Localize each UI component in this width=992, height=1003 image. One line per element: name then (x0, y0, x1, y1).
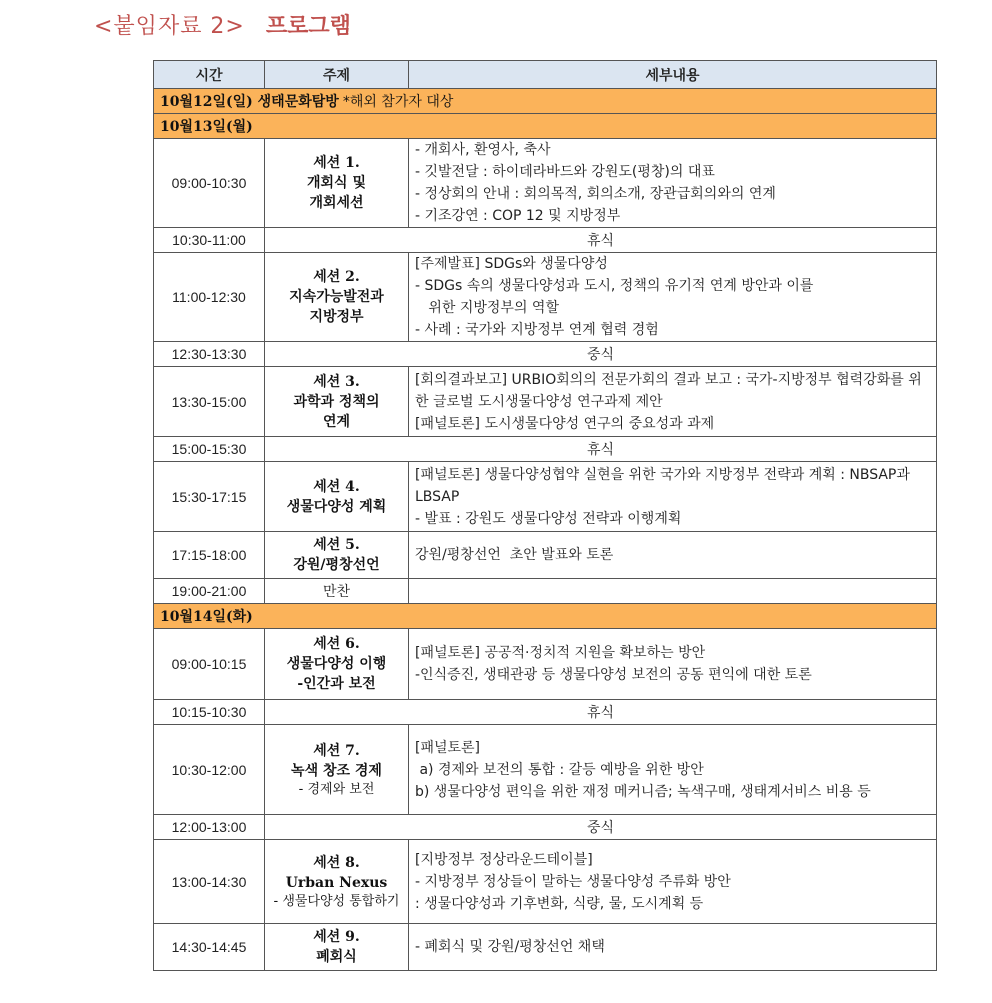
header-time: 시간 (154, 61, 265, 89)
table-row (154, 139, 937, 228)
detail-line: - 깃발전달 : 하이데라바드와 강원도(평창)의 대표 (415, 164, 715, 180)
dinner-cell: 만찬 (265, 579, 409, 604)
detail-line: b) 생물다양성 편익을 위한 재정 메커니즘; 녹색구매, 생태계서비스 비용 등 (415, 783, 871, 800)
detail-cell (409, 532, 937, 579)
detail-cell (409, 840, 937, 924)
program-table (153, 60, 937, 971)
detail-cell (409, 924, 937, 971)
header-detail: 세부내용 (409, 61, 937, 89)
detail-line: - 정상회의 안내 : 회의목적, 회의소개, 장관급회의와의 연계 (415, 186, 776, 202)
time-cell: 12:00-13:00 (154, 815, 265, 840)
header-row (154, 61, 937, 89)
detail-line: - 개회사, 환영사, 축사 (415, 142, 551, 158)
time-cell: 09:00-10:15 (154, 629, 265, 700)
topic-subtitle: - 생물다양성 통합하기 (273, 894, 400, 909)
topic-line: 생물다양성 계획 (286, 498, 387, 515)
topic-line: 개회세션 (309, 195, 364, 211)
detail-line: - 지방정부 정상들이 말하는 생물다양성 주류화 방안 (415, 873, 731, 890)
time-cell: 14:30-14:45 (154, 924, 265, 971)
table-row (154, 342, 937, 367)
topic-line: 세션 8. (313, 855, 360, 871)
time-cell: 13:00-14:30 (154, 840, 265, 924)
break-cell: 휴식 (265, 437, 937, 462)
detail-line: [패널토론] (415, 739, 481, 756)
topic-line: 세션 4. (313, 478, 360, 495)
day-label: 10월13일(월) (160, 119, 253, 135)
table-row (154, 700, 937, 725)
day-label: 10월12일(일) 생태문화탐방 (160, 94, 339, 110)
topic-line: 생물다양성 이행 (286, 656, 387, 672)
day-row (154, 114, 937, 139)
detail-cell (409, 367, 937, 437)
topic-line: Urban Nexus (285, 875, 388, 891)
detail-line: - 폐회식 및 강원/평창선언 채택 (415, 939, 605, 955)
break-cell: 휴식 (265, 700, 937, 725)
break-cell: 중식 (265, 815, 937, 840)
table-row (154, 629, 937, 700)
table-row (154, 815, 937, 840)
table-row (154, 228, 937, 253)
day-label: 10월14일(화) (160, 609, 253, 625)
detail-line: -인식증진, 생태관광 등 생물다양성 보전의 공동 편익에 대한 토론 (415, 667, 812, 683)
topic-line: 세션 7. (313, 743, 360, 759)
topic-line: 녹색 창조 경제 (291, 763, 382, 779)
time-cell: 10:30-12:00 (154, 725, 265, 815)
detail-line: - 발표 : 강원도 생물다양성 전략과 이행계획 (415, 510, 682, 527)
detail-cell (409, 629, 937, 700)
topic-cell (265, 253, 409, 342)
page-heading (94, 12, 351, 42)
day-note: *해외 참가자 대상 (342, 94, 454, 110)
topic-line: 지속가능발전과 (289, 289, 384, 305)
day-row (154, 604, 937, 629)
topic-cell (265, 629, 409, 700)
table-row (154, 367, 937, 437)
time-cell: 13:30-15:00 (154, 367, 265, 437)
topic-cell (265, 532, 409, 579)
topic-line: 세션 1. (313, 155, 360, 171)
break-cell: 중식 (265, 342, 937, 367)
topic-subtitle: - 경제와 보전 (298, 782, 375, 797)
detail-line: [패널토론] 도시생물다양성 연구의 중요성과 과제 (415, 415, 715, 432)
detail-cell (409, 139, 937, 228)
topic-line: 세션 3. (313, 373, 360, 390)
time-cell: 10:15-10:30 (154, 700, 265, 725)
topic-cell (265, 139, 409, 228)
topic-line: 세션 9. (313, 929, 360, 945)
topic-line: 강원/평창선언 (293, 557, 380, 573)
topic-line: 지방정부 (309, 309, 364, 325)
time-cell: 12:30-13:30 (154, 342, 265, 367)
topic-line: 폐회식 (316, 949, 357, 965)
topic-cell (265, 924, 409, 971)
table-row (154, 725, 937, 815)
table-row (154, 462, 937, 532)
topic-line: -인간과 보전 (297, 676, 376, 692)
day-row (154, 89, 937, 114)
header-topic: 주제 (265, 61, 409, 89)
detail-line: [패널토론] 생물다양성협약 실현을 위한 국가와 지방정부 전략과 계획 : NBSAP과 LBSAP (415, 466, 910, 505)
topic-cell (265, 367, 409, 437)
detail-line: 위한 지방정부의 역할 (415, 300, 559, 316)
detail-line: a) 경제와 보전의 통합 : 갈등 예방을 위한 방안 (415, 761, 704, 778)
time-cell: 15:00-15:30 (154, 437, 265, 462)
topic-cell (265, 462, 409, 532)
topic-line: 연계 (322, 413, 351, 430)
break-cell: 휴식 (265, 228, 937, 253)
detail-line: [패널토론] 공공적·정치적 지원을 확보하는 방안 (415, 645, 706, 661)
topic-line: 세션 5. (313, 537, 360, 553)
time-cell: 11:00-12:30 (154, 253, 265, 342)
time-cell: 15:30-17:15 (154, 462, 265, 532)
time-cell: 17:15-18:00 (154, 532, 265, 579)
detail-line: - 기조강연 : COP 12 및 지방정부 (415, 208, 621, 224)
table-row (154, 924, 937, 971)
heading-prefix: <붙임자료 2> (94, 14, 245, 39)
day-cell (154, 114, 937, 139)
detail-line: - 사례 : 국가와 지방정부 연계 협력 경험 (415, 322, 659, 338)
topic-cell (265, 725, 409, 815)
topic-line: 과학과 정책의 (293, 393, 380, 410)
heading-title: 프로그램 (265, 14, 351, 39)
detail-cell (409, 462, 937, 532)
detail-line: 강원/평창선언 초안 발표와 토론 (415, 547, 614, 563)
detail-line: : 생물다양성과 기후변화, 식량, 물, 도시계획 등 (415, 895, 704, 912)
detail-line: [지방정부 정상라운드테이블] (415, 851, 593, 868)
topic-line: 개회식 및 (307, 175, 366, 191)
topic-cell (265, 840, 409, 924)
detail-line: [회의결과보고] URBIO회의의 전문가회의 결과 보고 : 국가-지방정부 협력강화를 위한 글로벌 도시생물다양성 연구과제 제안 (415, 371, 922, 410)
table-row (154, 840, 937, 924)
table-row (154, 579, 937, 604)
topic-line: 세션 2. (313, 269, 360, 285)
day-cell (154, 89, 937, 114)
topic-line: 세션 6. (313, 636, 360, 652)
table-row (154, 437, 937, 462)
table-row (154, 253, 937, 342)
table-row (154, 532, 937, 579)
detail-cell (409, 725, 937, 815)
time-cell: 10:30-11:00 (154, 228, 265, 253)
day-cell (154, 604, 937, 629)
time-cell: 19:00-21:00 (154, 579, 265, 604)
empty-cell (409, 579, 937, 604)
detail-cell (409, 253, 937, 342)
detail-line: [주제발표] SDGs와 생물다양성 (415, 256, 608, 272)
time-cell: 09:00-10:30 (154, 139, 265, 228)
detail-line: - SDGs 속의 생물다양성과 도시, 정책의 유기적 연계 방안과 이를 (415, 278, 814, 294)
